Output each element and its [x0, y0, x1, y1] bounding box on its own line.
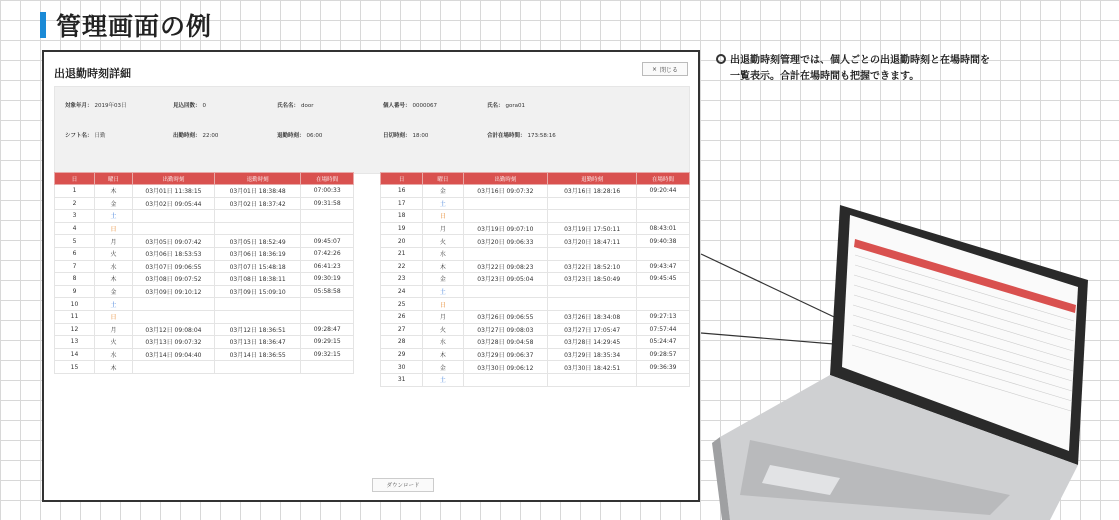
- weekday-cell: 土: [423, 197, 463, 210]
- clock-in-cell: 03月08日 09:07:52: [132, 273, 214, 286]
- weekday-cell: 火: [423, 235, 463, 248]
- clock-in-cell: [463, 197, 548, 210]
- clock-in-cell: [132, 298, 214, 311]
- weekday-cell: 木: [423, 348, 463, 361]
- table-row: [381, 336, 690, 349]
- table-row: [55, 273, 354, 286]
- weekday-cell: 木: [423, 260, 463, 273]
- day-cell: 28: [381, 336, 423, 349]
- duration-cell: [637, 247, 690, 260]
- day-cell: 26: [381, 310, 423, 323]
- clock-out-cell: [548, 373, 637, 386]
- duration-cell: 07:57:44: [637, 323, 690, 336]
- day-cell: 25: [381, 298, 423, 311]
- day-cell: 2: [55, 197, 95, 210]
- clock-out-cell: 03月16日 18:28:16: [548, 185, 637, 198]
- clock-out-cell: [215, 298, 301, 311]
- clock-in-cell: 03月29日 09:06:37: [463, 348, 548, 361]
- attendance-table-left: [54, 172, 354, 374]
- weekday-cell: 日: [95, 310, 133, 323]
- column-header: 在場時間: [637, 173, 690, 185]
- weekday-cell: 火: [95, 247, 133, 260]
- duration-cell: [301, 310, 354, 323]
- weekday-cell: 金: [423, 185, 463, 198]
- weekday-cell: 金: [95, 285, 133, 298]
- attendance-detail-panel: [42, 50, 700, 502]
- table-header-row: [55, 173, 354, 185]
- clock-out-cell: 03月23日 18:50:49: [548, 273, 637, 286]
- clock-in-cell: 03月01日 11:38:15: [132, 185, 214, 198]
- note-line-1: 出退勤時刻管理では、個人ごとの出退勤時刻と在場時間を: [716, 53, 1106, 69]
- table-row: [55, 298, 354, 311]
- info-total-time: 合計在場時間： 173:58:16: [487, 133, 556, 139]
- clock-out-cell: [548, 247, 637, 260]
- clock-in-cell: 03月23日 09:05:04: [463, 273, 548, 286]
- clock-in-cell: [132, 310, 214, 323]
- weekday-cell: 金: [423, 361, 463, 374]
- table-row: [381, 260, 690, 273]
- clock-out-cell: 03月07日 15:48:18: [215, 260, 301, 273]
- day-cell: 6: [55, 247, 95, 260]
- duration-cell: 09:28:57: [637, 348, 690, 361]
- download-button[interactable]: ダウンロード: [372, 478, 434, 492]
- info-personal-number: 個人番号： 0000067: [383, 103, 438, 109]
- weekday-cell: 金: [423, 273, 463, 286]
- day-cell: 30: [381, 361, 423, 374]
- day-cell: 18: [381, 210, 423, 223]
- panel-title: 出退勤時刻詳細: [54, 67, 131, 80]
- clock-out-cell: [548, 197, 637, 210]
- table-row: [55, 361, 354, 374]
- weekday-cell: 木: [95, 361, 133, 374]
- clock-in-cell: 03月06日 18:53:53: [132, 247, 214, 260]
- day-cell: 24: [381, 285, 423, 298]
- heading-accent-bar: [40, 12, 46, 38]
- note-line-2: 一覧表示。合計在場時間も把握できます。: [730, 71, 920, 82]
- table-row: [381, 273, 690, 286]
- clock-in-cell: 03月12日 09:08:04: [132, 323, 214, 336]
- duration-cell: 09:27:13: [637, 310, 690, 323]
- day-cell: 20: [381, 235, 423, 248]
- clock-in-cell: 03月16日 09:07:32: [463, 185, 548, 198]
- day-cell: 11: [55, 310, 95, 323]
- day-cell: 22: [381, 260, 423, 273]
- clock-out-cell: [548, 285, 637, 298]
- clock-out-cell: 03月22日 18:52:10: [548, 260, 637, 273]
- table-row: [381, 323, 690, 336]
- duration-cell: 05:24:47: [637, 336, 690, 349]
- weekday-cell: 土: [95, 210, 133, 223]
- day-cell: 15: [55, 361, 95, 374]
- table-row: [381, 285, 690, 298]
- table-row: [381, 247, 690, 260]
- day-cell: 13: [55, 336, 95, 349]
- circle-bullet-icon: [716, 54, 726, 64]
- close-button-label: 閉じる: [660, 66, 679, 74]
- duration-cell: [637, 373, 690, 386]
- info-clock-out: 退勤時刻： 06:00: [277, 133, 323, 139]
- info-day-cutoff: 日切時刻： 18:00: [383, 133, 429, 139]
- column-header: 日: [55, 173, 95, 185]
- clock-in-cell: 03月22日 09:08:23: [463, 260, 548, 273]
- weekday-cell: 土: [423, 373, 463, 386]
- day-cell: 3: [55, 210, 95, 223]
- table-row: [381, 310, 690, 323]
- clock-in-cell: 03月20日 09:06:33: [463, 235, 548, 248]
- clock-out-cell: 03月26日 18:34:08: [548, 310, 637, 323]
- table-row: [381, 361, 690, 374]
- panel-header: [54, 62, 688, 80]
- duration-cell: [637, 197, 690, 210]
- clock-out-cell: [215, 210, 301, 223]
- clock-in-cell: [463, 210, 548, 223]
- clock-in-cell: 03月28日 09:04:58: [463, 336, 548, 349]
- clock-in-cell: 03月09日 09:10:12: [132, 285, 214, 298]
- clock-out-cell: 03月12日 18:36:51: [215, 323, 301, 336]
- duration-cell: 09:32:15: [301, 348, 354, 361]
- weekday-cell: 月: [423, 222, 463, 235]
- day-cell: 12: [55, 323, 95, 336]
- weekday-cell: 土: [95, 298, 133, 311]
- weekday-cell: 月: [95, 235, 133, 248]
- clock-in-cell: 03月26日 09:06:55: [463, 310, 548, 323]
- duration-cell: 09:43:47: [637, 260, 690, 273]
- duration-cell: [301, 210, 354, 223]
- column-header: 退勤時刻: [215, 173, 301, 185]
- duration-cell: [637, 285, 690, 298]
- table-header-row: [381, 173, 690, 185]
- duration-cell: 09:45:45: [637, 273, 690, 286]
- clock-in-cell: [132, 361, 214, 374]
- attendance-table-right: [380, 172, 690, 387]
- close-button[interactable]: [642, 62, 688, 76]
- weekday-cell: 水: [423, 336, 463, 349]
- day-cell: 19: [381, 222, 423, 235]
- duration-cell: 09:40:38: [637, 235, 690, 248]
- clock-out-cell: [215, 310, 301, 323]
- table-row: [55, 222, 354, 235]
- day-cell: 21: [381, 247, 423, 260]
- day-cell: 7: [55, 260, 95, 273]
- column-header: 退勤時刻: [548, 173, 637, 185]
- clock-out-cell: 03月09日 15:09:10: [215, 285, 301, 298]
- table-row: [55, 310, 354, 323]
- duration-cell: [637, 210, 690, 223]
- day-cell: 4: [55, 222, 95, 235]
- table-row: [55, 323, 354, 336]
- clock-out-cell: 03月06日 18:36:19: [215, 247, 301, 260]
- clock-in-cell: 03月19日 09:07:10: [463, 222, 548, 235]
- weekday-cell: 日: [423, 210, 463, 223]
- clock-in-cell: 03月14日 09:04:40: [132, 348, 214, 361]
- duration-cell: 09:28:47: [301, 323, 354, 336]
- day-cell: 9: [55, 285, 95, 298]
- clock-out-cell: 03月01日 18:38:48: [215, 185, 301, 198]
- table-row: [55, 336, 354, 349]
- info-user-name: 氏名名： door: [277, 103, 314, 109]
- day-cell: 5: [55, 235, 95, 248]
- table-row: [381, 210, 690, 223]
- weekday-cell: 月: [95, 323, 133, 336]
- duration-cell: 07:00:33: [301, 185, 354, 198]
- clock-in-cell: [463, 285, 548, 298]
- table-row: [381, 348, 690, 361]
- table-row: [55, 247, 354, 260]
- table-row: [381, 197, 690, 210]
- clock-in-cell: 03月07日 09:06:55: [132, 260, 214, 273]
- clock-out-cell: 03月13日 18:36:47: [215, 336, 301, 349]
- weekday-cell: 月: [423, 310, 463, 323]
- column-header: 出勤時刻: [132, 173, 214, 185]
- duration-cell: 09:20:44: [637, 185, 690, 198]
- clock-in-cell: 03月30日 09:06:12: [463, 361, 548, 374]
- clock-in-cell: [463, 373, 548, 386]
- table-row: [55, 285, 354, 298]
- clock-out-cell: 03月20日 18:47:11: [548, 235, 637, 248]
- duration-cell: 09:30:19: [301, 273, 354, 286]
- duration-cell: [301, 361, 354, 374]
- clock-out-cell: 03月08日 18:38:11: [215, 273, 301, 286]
- info-clock-in: 出勤時刻： 22:00: [173, 133, 219, 139]
- column-header: 出勤時刻: [463, 173, 548, 185]
- clock-out-cell: 03月14日 18:36:55: [215, 348, 301, 361]
- table-row: [381, 185, 690, 198]
- weekday-cell: 日: [423, 298, 463, 311]
- clock-out-cell: 03月27日 17:05:47: [548, 323, 637, 336]
- weekday-cell: 金: [95, 197, 133, 210]
- info-name: 氏名： gora01: [487, 103, 526, 109]
- clock-out-cell: 03月29日 18:35:34: [548, 348, 637, 361]
- clock-in-cell: 03月02日 09:05:44: [132, 197, 214, 210]
- table-row: [381, 298, 690, 311]
- table-row: [381, 235, 690, 248]
- duration-cell: 07:42:26: [301, 247, 354, 260]
- clock-out-cell: 03月05日 18:52:49: [215, 235, 301, 248]
- clock-in-cell: 03月05日 09:07:42: [132, 235, 214, 248]
- clock-out-cell: [548, 210, 637, 223]
- weekday-cell: 火: [95, 336, 133, 349]
- clock-in-cell: [132, 222, 214, 235]
- table-row: [381, 222, 690, 235]
- duration-cell: 05:58:58: [301, 285, 354, 298]
- day-cell: 8: [55, 273, 95, 286]
- clock-out-cell: 03月28日 14:29:45: [548, 336, 637, 349]
- clock-out-cell: 03月19日 17:50:11: [548, 222, 637, 235]
- info-shift: シフト名： 日勤: [65, 133, 106, 139]
- day-cell: 29: [381, 348, 423, 361]
- day-cell: 31: [381, 373, 423, 386]
- clock-out-cell: [215, 222, 301, 235]
- day-cell: 14: [55, 348, 95, 361]
- clock-in-cell: [463, 247, 548, 260]
- duration-cell: [301, 222, 354, 235]
- clock-in-cell: 03月27日 09:08:03: [463, 323, 548, 336]
- info-target-month: 対象年月： 2019年03日: [65, 103, 127, 109]
- day-cell: 1: [55, 185, 95, 198]
- info-count: 見込回数： 0: [173, 103, 207, 109]
- duration-cell: 08:43:01: [637, 222, 690, 235]
- table-row: [55, 185, 354, 198]
- day-cell: 23: [381, 273, 423, 286]
- clock-in-cell: 03月13日 09:07:32: [132, 336, 214, 349]
- laptop-illustration: [690, 195, 1119, 520]
- column-header: 日: [381, 173, 423, 185]
- weekday-cell: 木: [95, 185, 133, 198]
- clock-out-cell: 03月02日 18:37:42: [215, 197, 301, 210]
- day-cell: 17: [381, 197, 423, 210]
- weekday-cell: 火: [423, 323, 463, 336]
- page-heading: [40, 8, 212, 42]
- clock-out-cell: [548, 298, 637, 311]
- weekday-cell: 水: [95, 348, 133, 361]
- column-header: 曜日: [423, 173, 463, 185]
- table-row: [55, 197, 354, 210]
- duration-cell: 09:45:07: [301, 235, 354, 248]
- close-icon: ×: [651, 65, 657, 73]
- weekday-cell: 木: [95, 273, 133, 286]
- table-row: [55, 260, 354, 273]
- duration-cell: 09:29:15: [301, 336, 354, 349]
- weekday-cell: 水: [423, 247, 463, 260]
- clock-out-cell: 03月30日 18:42:51: [548, 361, 637, 374]
- column-header: 在場時間: [301, 173, 354, 185]
- table-row: [55, 235, 354, 248]
- table-row: [381, 373, 690, 386]
- description-note: [716, 53, 1106, 85]
- duration-cell: 06:41:23: [301, 260, 354, 273]
- duration-cell: 09:36:39: [637, 361, 690, 374]
- weekday-cell: 日: [95, 222, 133, 235]
- duration-cell: [637, 298, 690, 311]
- employee-info-box: [54, 86, 690, 174]
- duration-cell: [301, 298, 354, 311]
- day-cell: 16: [381, 185, 423, 198]
- clock-in-cell: [132, 210, 214, 223]
- clock-out-cell: [215, 361, 301, 374]
- duration-cell: 09:31:58: [301, 197, 354, 210]
- page-title: 管理画面の例: [56, 12, 213, 41]
- column-header: 曜日: [95, 173, 133, 185]
- day-cell: 27: [381, 323, 423, 336]
- table-row: [55, 210, 354, 223]
- weekday-cell: 水: [95, 260, 133, 273]
- day-cell: 10: [55, 298, 95, 311]
- clock-in-cell: [463, 298, 548, 311]
- weekday-cell: 土: [423, 285, 463, 298]
- table-row: [55, 348, 354, 361]
